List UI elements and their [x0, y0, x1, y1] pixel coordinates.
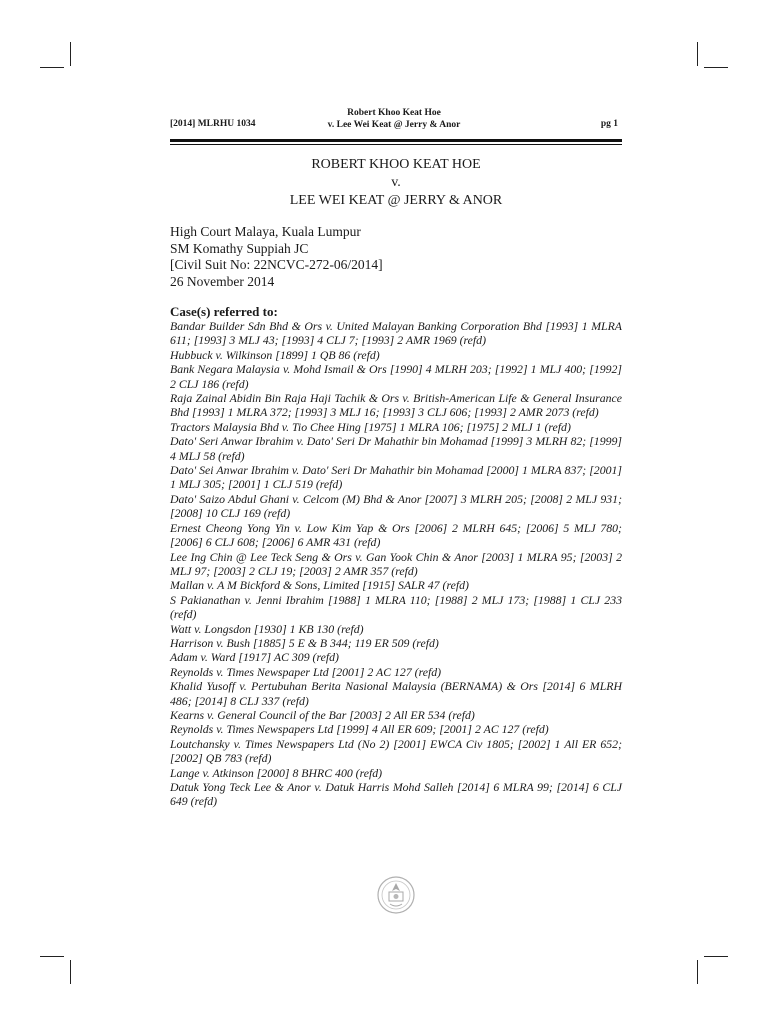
court-judge: SM Komathy Suppiah JC [170, 240, 309, 256]
case-entry: Datuk Yong Teck Lee & Anor v. Datuk Harris Mohd Salleh [2014] 6 MLRA 99; [2014] 6 CLJ 649 (refd) [170, 780, 622, 809]
crop-mark-bottom-left-horizontal [40, 956, 64, 957]
case-entry: Bank Negara Malaysia v. Mohd Ismail & Ors [1990] 4 MLRH 203; [1992] 1 MLJ 400; [1992] 2 CLJ 186 (refd) [170, 362, 622, 391]
case-entry: Lange v. Atkinson [2000] 8 BHRC 400 (refd) [170, 765, 383, 780]
running-header [170, 106, 618, 134]
header-rule-thin [170, 144, 622, 145]
court-seal-icon [376, 875, 416, 915]
case-entry: Raja Zainal Abidin Bin Raja Haji Tachik & Ors v. British-American Life & General Insurance Bhd [1993] 1 MLRA 372; [1993] 3 MLJ 16; [1993] 3 CLJ 606; [1993] 2 AMR 2073 (refd) [170, 391, 622, 420]
case-title [170, 156, 622, 210]
case-entry: Mallan v. A M Bickford & Sons, Limited [1915] SALR 47 (refd) [170, 578, 469, 593]
title-plaintiff: ROBERT KHOO KEAT HOE [311, 157, 481, 172]
case-entry: S Pakianathan v. Jenni Ibrahim [1988] 1 MLRA 110; [1988] 2 MLJ 173; [1988] 1 CLJ 233 (refd) [170, 592, 622, 622]
case-entry: Reynolds v. Times Newspapers Ltd [1999] 4 All ER 609; [2001] 2 AC 127 (refd) [170, 722, 549, 737]
case-entry: Tractors Malaysia Bhd v. Tio Chee Hing [1975] 1 MLRA 106; [1975] 2 MLJ 1 (refd) [170, 419, 571, 434]
case-entry: Ernest Cheong Yong Yin v. Low Kim Yap & Ors [2006] 2 MLRH 645; [2006] 5 MLJ 780; [2006] 6 CLJ 608; [2006] 6 AMR 431 (refd) [170, 520, 622, 550]
case-entry: Hubbuck v. Wilkinson [1899] 1 QB 86 (refd) [170, 347, 380, 362]
crop-mark-bottom-right-horizontal [704, 956, 728, 957]
header-parties-line1: Robert Khoo Keat Hoe [347, 108, 441, 118]
case-entry: Dato' Saizo Abdul Ghani v. Celcom (M) Bhd & Anor [2007] 3 MLRH 205; [2008] 2 MLJ 931; [2008] 10 CLJ 169 (refd) [170, 491, 622, 521]
case-entry: Reynolds v. Times Newspaper Ltd [2001] 2 AC 127 (refd) [170, 664, 442, 679]
court-suit-number: [Civil Suit No: 22NCVC-272-06/2014] [170, 257, 383, 272]
cases-referred-list [170, 319, 622, 809]
case-entry: Bandar Builder Sdn Bhd & Ors v. United Malayan Banking Corporation Bhd [1993] 1 MLRA 611; [1993] 3 MLJ 43; [1993] 4 CLJ 7; [1993] 2 AMR 1969 (refd) [170, 319, 622, 348]
header-page-number: pg 1 [600, 119, 618, 129]
crop-mark-top-right-vertical [697, 42, 698, 66]
header-citation: [2014] MLRHU 1034 [170, 119, 256, 129]
case-entry: Khalid Yusoff v. Pertubuhan Berita Nasional Malaysia (BERNAMA) & Ors [2014] 6 MLRH 486; [2014] 8 CLJ 337 (refd) [170, 679, 622, 708]
case-entry: Adam v. Ward [1917] AC 309 (refd) [170, 650, 339, 665]
case-entry: Harrison v. Bush [1885] 5 E & B 344; 119 ER 509 (refd) [170, 635, 439, 650]
case-entry: Dato' Sei Anwar Ibrahim v. Dato' Seri Dr Mahathir bin Mohamad [2000] 1 MLRA 837; [2001] 1 MLJ 305; [2001] 1 CLJ 519 (refd) [170, 463, 622, 492]
title-defendant: LEE WEI KEAT @ JERRY & ANOR [289, 193, 503, 208]
cases-referred-heading: Case(s) referred to: [170, 304, 278, 319]
header-rule-thick [170, 139, 622, 142]
header-parties [280, 107, 508, 131]
crop-mark-bottom-left-vertical [70, 960, 71, 984]
case-entry: Loutchansky v. Times Newspapers Ltd (No 2) [2001] EWCA Civ 1805; [2002] 1 All ER 652; [2002] QB 783 (refd) [170, 736, 622, 766]
crop-mark-top-left-vertical [70, 42, 71, 66]
case-entry: Kearns v. General Council of the Bar [2003] 2 All ER 534 (refd) [170, 707, 475, 722]
crop-mark-top-right-horizontal [704, 67, 728, 68]
crop-mark-bottom-right-vertical [697, 960, 698, 984]
header-parties-line2: v. Lee Wei Keat @ Jerry & Anor [327, 120, 461, 130]
case-entry: Lee Ing Chin @ Lee Teck Seng & Ors v. Gan Yook Chin & Anor [2003] 1 MLRA 95; [2003] 2 MLJ 97; [2003] 2 CLJ 19; [2003] 2 AMR 357 (refd) [170, 549, 622, 578]
case-entry: Watt v. Longsdon [1930] 1 KB 130 (refd) [170, 621, 364, 636]
crop-mark-top-left-horizontal [40, 67, 64, 68]
court-date: 26 November 2014 [170, 273, 275, 289]
court-details [170, 224, 383, 290]
case-entry: Dato' Seri Anwar Ibrahim v. Dato' Seri Dr Mahathir bin Mohamad [1999] 3 MLRH 82; [1999] 4 MLJ 58 (refd) [170, 434, 622, 463]
title-versus: v. [391, 175, 401, 190]
court-name: High Court Malaya, Kuala Lumpur [170, 224, 361, 239]
